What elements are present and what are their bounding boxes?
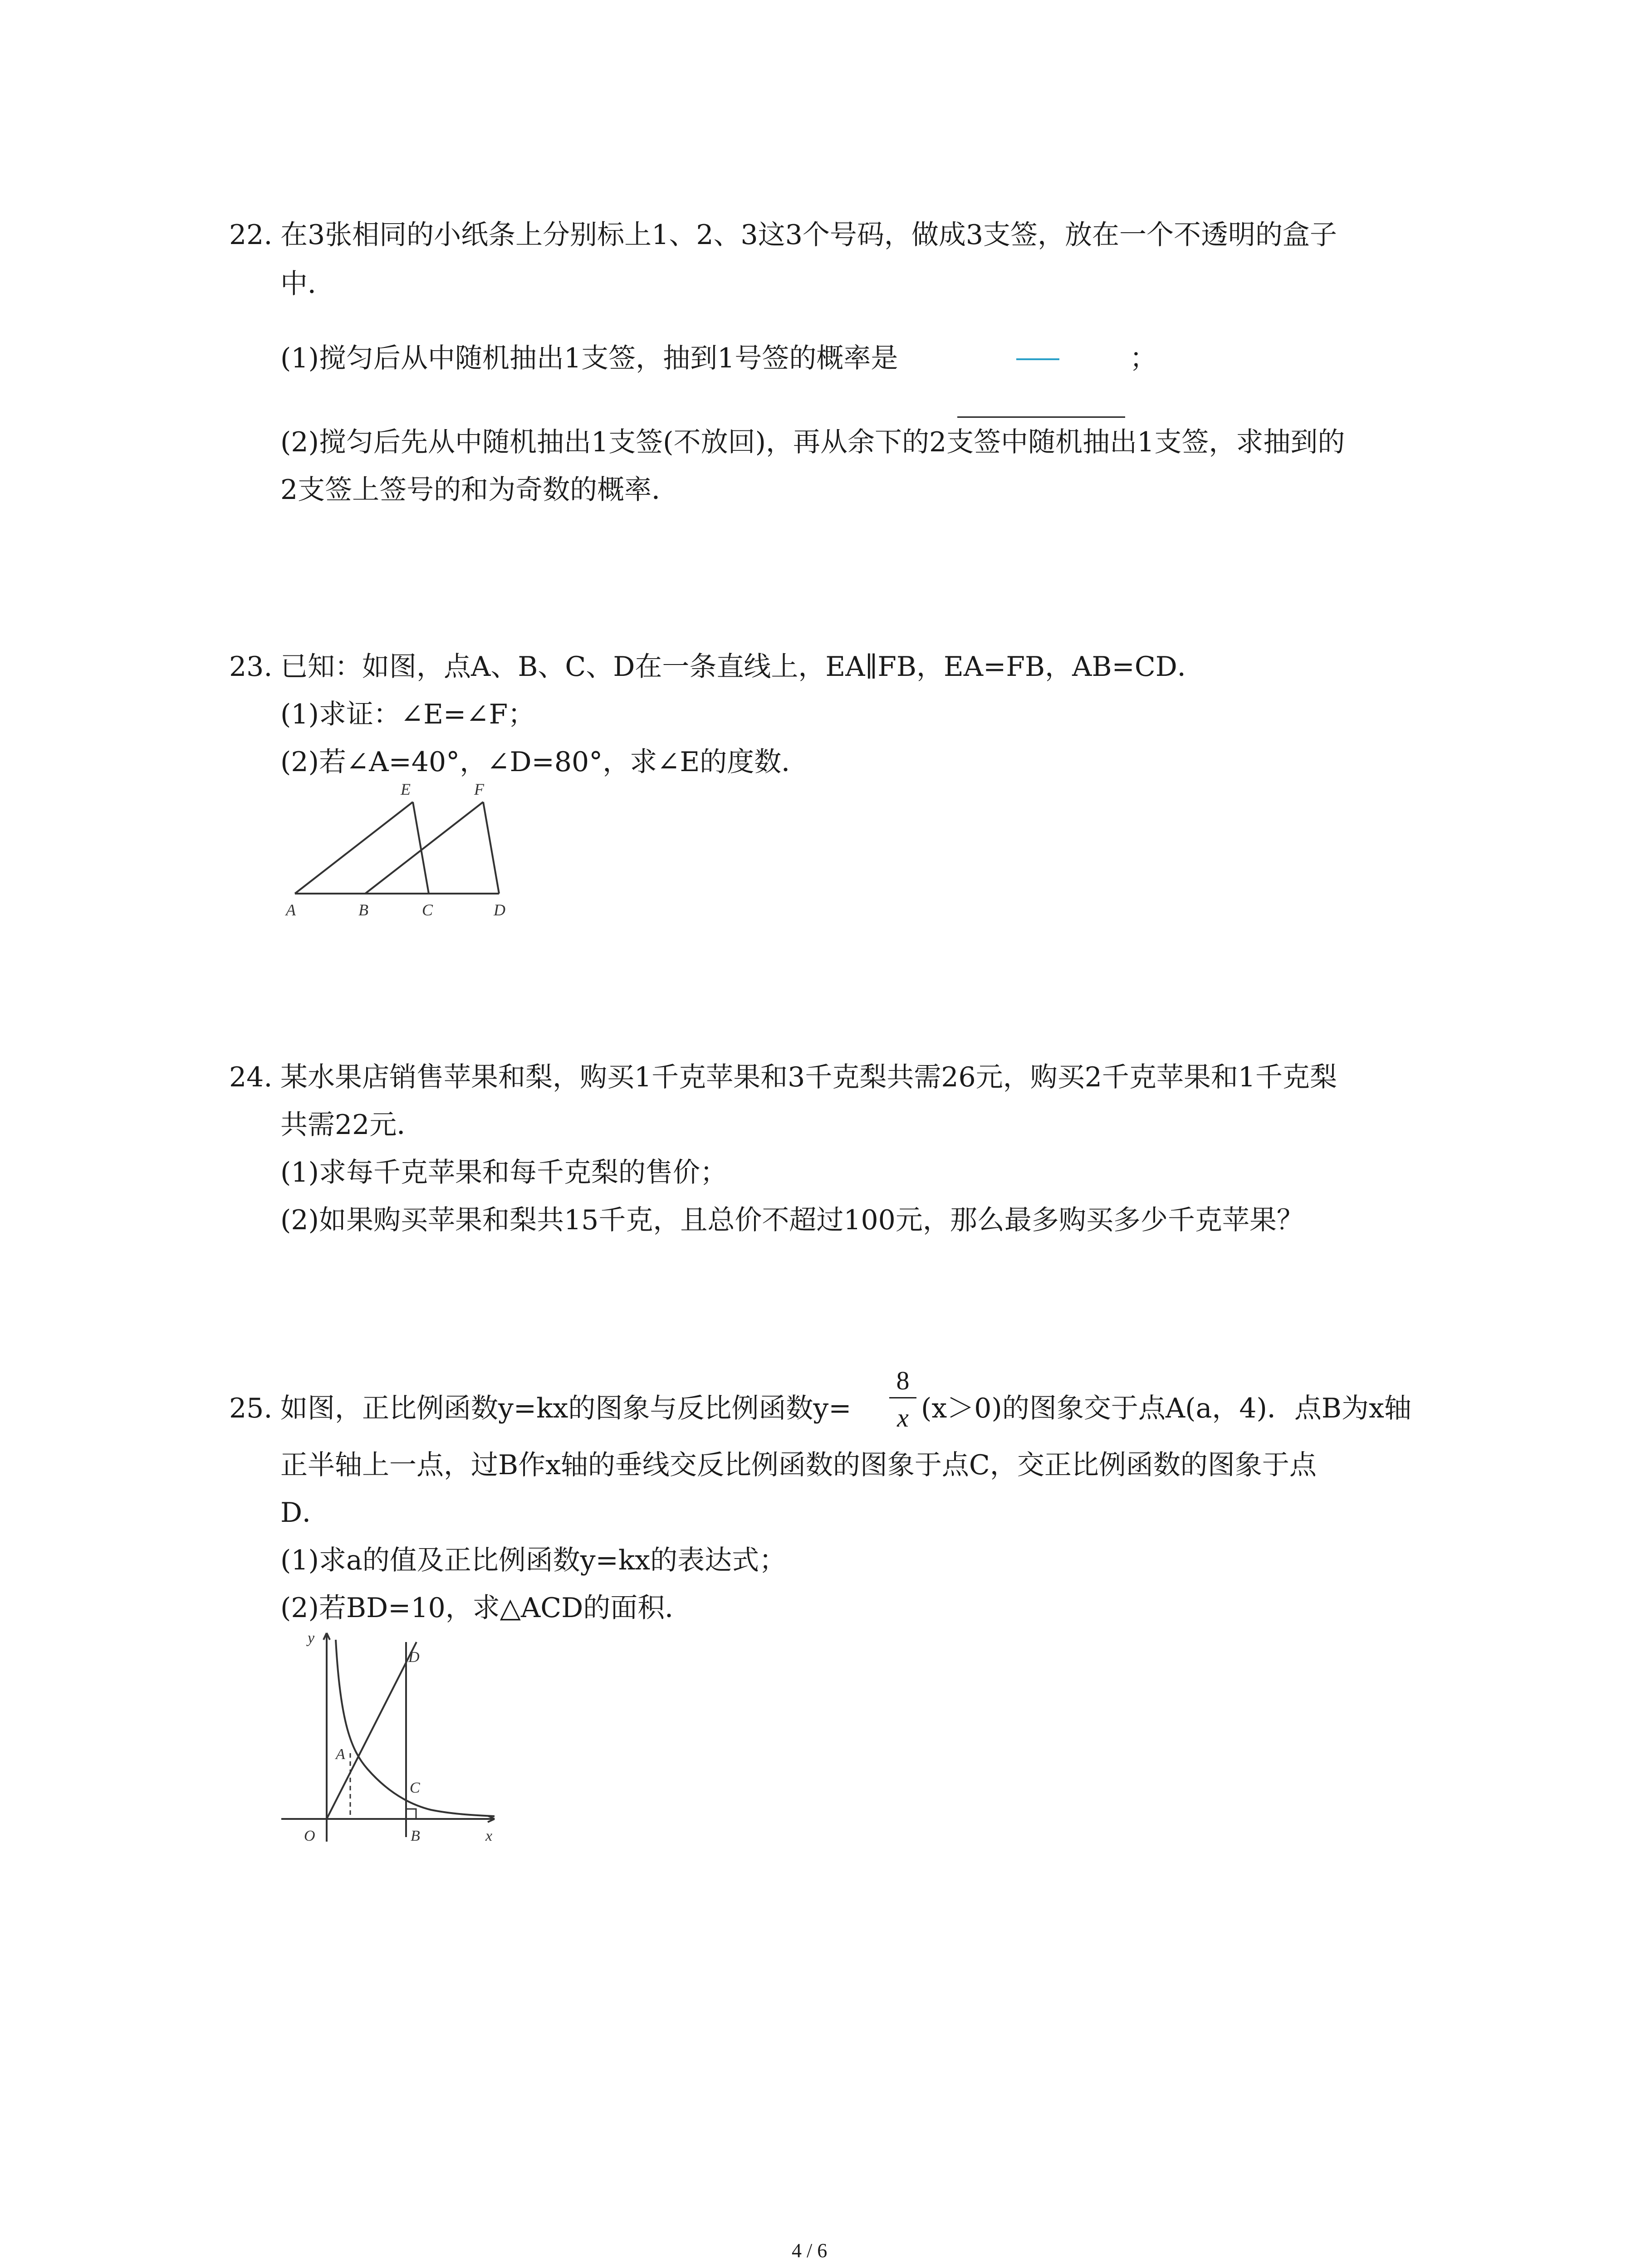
- q24-part2: (2)如果购买苹果和梨共15千克，且总价不超过100元，那么最多购买多少千克苹果？: [280, 1204, 1304, 1236]
- q24-line1: 某水果店销售苹果和梨，购买1千克苹果和3千克梨共需26元，购买2千克苹果和1千克梨: [280, 1061, 1337, 1093]
- q25-label-y: y: [308, 1630, 315, 1647]
- q25-line1-a: 如图，正比例函数y=kx的图象与反比例函数y=: [280, 1393, 852, 1424]
- q22-part2-line2: 2支签上签号的和为奇数的概率．: [280, 474, 679, 506]
- q23-label-A: A: [286, 901, 296, 919]
- q24-part1: (1)求每千克苹果和每千克梨的售价；: [280, 1157, 727, 1188]
- q25-frac-numerator: 8: [896, 1366, 910, 1395]
- q25-line1-b: (x＞0)的图象交于点A(a，4)．点B为x轴: [921, 1393, 1411, 1424]
- q23-line1: 已知：如图，点A、B、C、D在一条直线上，EA∥FB，EA=FB，AB=CD．: [280, 651, 1205, 683]
- q25-line2: 正半轴上一点，过B作x轴的垂线交反比例函数的图象于点C，交正比例函数的图象于点: [280, 1449, 1317, 1481]
- q24-line2: 共需22元．: [280, 1109, 424, 1141]
- q25-part2: (2)若BD=10，求△ACD的面积．: [280, 1592, 692, 1624]
- q22-underline: [957, 416, 1125, 418]
- q23-number: 23.: [229, 651, 273, 683]
- q22-part2-line1: (2)搅匀后先从中随机抽出1支签(不放回)，再从余下的2支签中随机抽出1支签，求抽到的: [280, 426, 1345, 458]
- q23-label-D: D: [494, 901, 505, 919]
- q25-frac-bar: [889, 1397, 916, 1398]
- page-number: 4 / 6: [792, 2239, 828, 2262]
- q25-part1: (1)求a的值及正比例函数y=kx的表达式；: [280, 1545, 787, 1576]
- q22-part1: (1)搅匀后从中随机抽出1支签，抽到1号签的概率是: [280, 342, 898, 374]
- q25-label-x: x: [485, 1828, 493, 1844]
- q25-label-D: D: [408, 1649, 420, 1666]
- q22-line1: 在3张相同的小纸条上分别标上1、2、3这3个号码，做成3支签，放在一个不透明的盒子: [280, 219, 1337, 251]
- q25-number: 25.: [229, 1393, 273, 1424]
- q23-part2: (2)若∠A=40°，∠D=80°，求∠E的度数．: [280, 746, 809, 778]
- q23-label-E: E: [401, 780, 411, 798]
- q22-part1-end: ；: [1130, 342, 1157, 374]
- q25-frac-denominator: x: [897, 1403, 909, 1432]
- q25-label-C: C: [410, 1779, 420, 1796]
- q23-label-F: F: [474, 780, 484, 798]
- q23-label-C: C: [422, 901, 433, 919]
- q23-figure: [272, 780, 526, 925]
- q24-number: 24.: [229, 1061, 273, 1093]
- q23-part1: (1)求证：∠E=∠F；: [280, 699, 535, 730]
- q25-figure: [272, 1624, 526, 1860]
- q25-label-O: O: [304, 1828, 315, 1844]
- q22-number: 22.: [229, 219, 273, 251]
- q22-line2: 中．: [280, 268, 335, 300]
- q25-label-B: B: [411, 1828, 420, 1844]
- q25-line3: D．: [280, 1497, 330, 1529]
- q22-answer-blank: [1016, 358, 1059, 360]
- q25-label-A: A: [336, 1746, 345, 1763]
- q23-label-B: B: [358, 901, 368, 919]
